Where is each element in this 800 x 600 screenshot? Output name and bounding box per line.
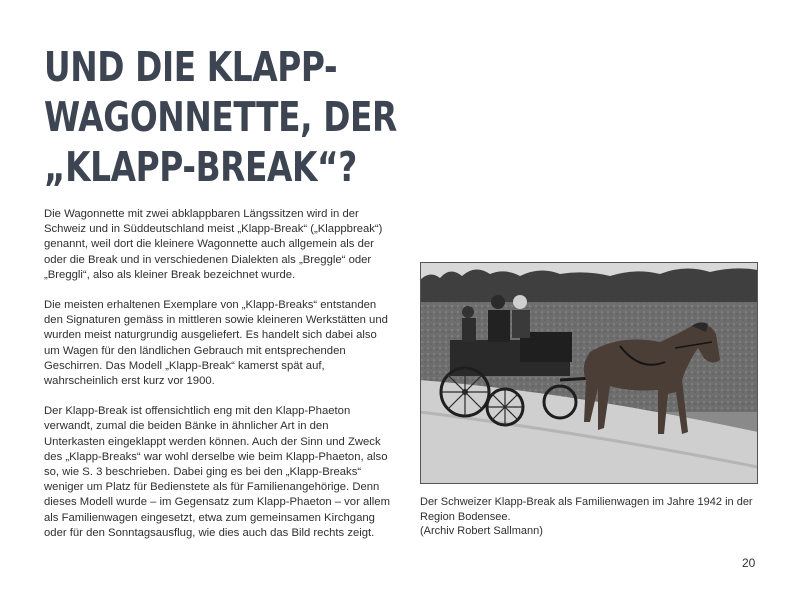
caption-line-3: (Archiv Robert Sallmann) <box>420 525 543 537</box>
body-text <box>44 207 392 556</box>
paragraph-3: Der Klapp-Break ist offensichtlich eng mit den Klapp-Phaeton verwandt, zumal die beiden Bänke in ähnlicher Art in den Unterkasten eingeklappt werden können. Auch der Sinn und Zweck des „Klapp-Breaks“ war wohl derselbe wie beim Klapp-Phaeton, also so, wie S. 3 beschrieben. Dabei ging es bei den „Klapp-Breaks“ weniger um Platz für Bedienstete als für Familienangehörige. Denn dieses Modell wurde – im Gegensatz zum Klapp-Phaeton – vor allem als Familienwagen eingesetzt, etwa zum gemeinsamen Kirchgang oder für den Sonntagsausflug, wie dies auch das Bild rechts zeigt. <box>44 405 390 539</box>
page-title <box>44 42 420 192</box>
page-number: 20 <box>742 556 756 570</box>
caption-line-2: Region Bodensee. <box>420 510 511 523</box>
paragraph-1: Die Wagonnette mit zwei abklappbaren Längssitzen wird in der Schweiz und in Süddeutschland meist „Klapp-Break“ („Klappbreak“) genannt, weil dort die kleinere Wagonnette auch allgemein als der oder die Break und in verschiedenen Dialekten als „Breggle“ oder „Breggli“, also als kleiner Break bezeichnet wurde. <box>44 208 383 281</box>
title-line-2: WAGONNETTE, DER <box>44 93 397 141</box>
caption-line-1: Der Schweizer Klapp-Break als Familienwagen im Jahre 1942 in der <box>420 496 753 508</box>
title-line-3: „KLAPP-BREAK“? <box>44 143 357 191</box>
horse-carriage-photo <box>420 262 758 484</box>
photo-caption <box>420 495 765 539</box>
paragraph-2: Die meisten erhaltenen Exemplare von „Klapp-Breaks“ entstanden den Signaturen gemäss in mittleren sowie kleineren Werkstätten und wurden meist naturgrundig ausgeliefert. Es handelt sich dabei also um Wagen für den ländlichen Gebrauch mit entsprechenden Geschirren. Das Modell „Klapp-Break“ kamerst spät auf, wahrscheinlich erst kurz vor 1900. <box>44 299 388 388</box>
title-line-1: UND DIE KLAPP- <box>44 43 338 91</box>
historic-photo <box>420 262 758 484</box>
